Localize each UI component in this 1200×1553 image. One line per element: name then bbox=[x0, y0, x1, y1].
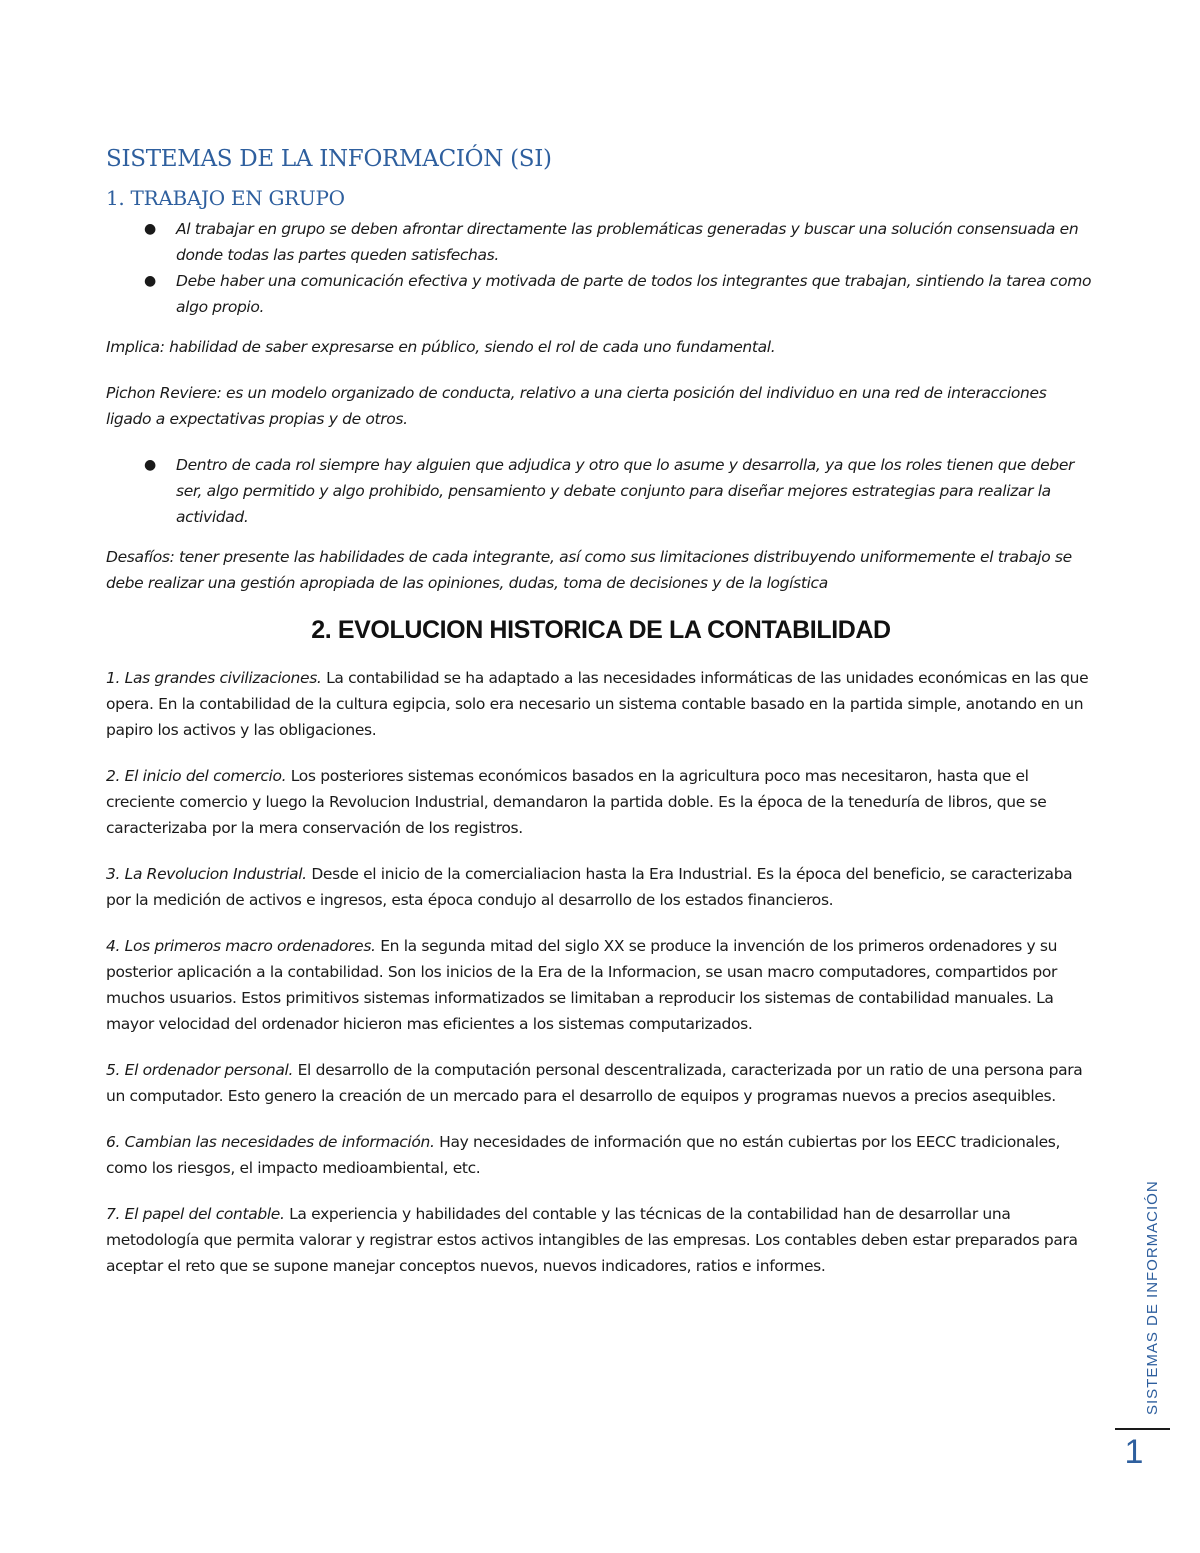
bullet-text: Dentro de cada rol siempre hay alguien que adjudica y otro que lo asume y desarrolla, ya que los roles tienen que deber ser, algo permitido y algo prohibido, pensamiento y debate conjunto para diseñar mejores estrategias para realizar la actividad. bbox=[176, 456, 1075, 526]
history-item-body: El desarrollo de la computación personal descentralizada, caracterizada por un ratio de una persona para un computador. Esto genero la creación de un mercado para el desarrollo de equipos y programas nuevos a precios asequibles. bbox=[106, 1061, 1083, 1105]
page-content bbox=[106, 146, 1096, 1299]
list-item bbox=[106, 216, 1096, 268]
implica-paragraph: Implica: habilidad de saber expresarse en público, siendo el rol de cada uno fundamental. bbox=[106, 338, 776, 356]
history-item bbox=[106, 1129, 1096, 1181]
history-item-body: En la segunda mitad del siglo XX se produce la invención de los primeros ordenadores y su posterior aplicación a la contabilidad. Son los inicios de la Era de la Informacion, se usan macro computadores, compartidos por muchos usuarios. Estos primitivos sistemas informatizados se limitaban a reproducir los sistemas de contabilidad manuales. La mayor velocidad del ordenador hicieron mas eficientes a los sistemas computarizados. bbox=[106, 937, 1058, 1033]
history-item bbox=[106, 665, 1096, 743]
history-item-lead: 7. El papel del contable. bbox=[106, 1205, 285, 1223]
history-item bbox=[106, 861, 1096, 913]
list-item bbox=[106, 268, 1096, 320]
history-item-lead: 5. El ordenador personal. bbox=[106, 1061, 294, 1079]
history-item bbox=[106, 763, 1096, 841]
history-item-lead: 4. Los primeros macro ordenadores. bbox=[106, 937, 376, 955]
document-title: SISTEMAS DE LA INFORMACIÓN (SI) bbox=[106, 146, 552, 172]
history-item bbox=[106, 933, 1096, 1037]
section1-heading: 1. TRABAJO EN GRUPO bbox=[106, 186, 345, 210]
pichon-paragraph: Pichon Reviere: es un modelo organizado de conducta, relativo a una cierta posición del individuo en una red de interacciones ligado a expectativas propias y de otros. bbox=[106, 384, 1047, 428]
history-item-body: Desde el inicio de la comercialiacion hasta la Era Industrial. Es la época del beneficio, se caracterizaba por la medición de activos e ingresos, esta época condujo al desarrollo de los estados financieros. bbox=[106, 865, 1073, 909]
history-item-body: La contabilidad se ha adaptado a las necesidades informáticas de las unidades económicas en las que opera. En la contabilidad de la cultura egipcia, solo era necesario un sistema contable basado en la partida simple, anotando en un papiro los activos y las obligaciones. bbox=[106, 669, 1089, 739]
history-item-body: Los posteriores sistemas económicos basados en la agricultura poco mas necesitaron, hasta que el creciente comercio y luego la Revolucion Industrial, demandaron la partida doble. Es la época de la teneduría de libros, que se caracterizaba por la mera conservación de los registros. bbox=[106, 767, 1047, 837]
bullet-icon: ● bbox=[144, 457, 156, 473]
history-list bbox=[106, 665, 1096, 1279]
history-item-lead: 6. Cambian las necesidades de información. bbox=[106, 1133, 435, 1151]
history-item bbox=[106, 1057, 1096, 1109]
page-number: 1 bbox=[1124, 1433, 1144, 1471]
sidebar-divider bbox=[1115, 1428, 1170, 1430]
history-item-lead: 1. Las grandes civilizaciones. bbox=[106, 669, 322, 687]
section1-bullet-list-2 bbox=[106, 452, 1096, 530]
list-item bbox=[106, 452, 1096, 530]
history-item-lead: 3. La Revolucion Industrial. bbox=[106, 865, 307, 883]
bullet-text: Al trabajar en grupo se deben afrontar directamente las problemáticas generadas y buscar una solución consensuada en donde todas las partes queden satisfechas. bbox=[176, 220, 1079, 264]
desafios-paragraph: Desafíos: tener presente las habilidades de cada integrante, así como sus limitaciones distribuyendo uniformemente el trabajo se debe realizar una gestión apropiada de las opiniones, dudas, toma de decisiones y de la logística bbox=[106, 548, 1072, 592]
history-item bbox=[106, 1201, 1096, 1279]
section1-bullet-list bbox=[106, 216, 1096, 320]
bullet-icon: ● bbox=[144, 273, 156, 289]
history-item-body: Hay necesidades de información que no están cubiertas por los EECC tradicionales, como los riesgos, el impacto medioambiental, etc. bbox=[106, 1133, 1061, 1177]
history-item-lead: 2. El inicio del comercio. bbox=[106, 767, 287, 785]
history-item-body: La experiencia y habilidades del contable y las técnicas de la contabilidad han de desarrollar una metodología que permita valorar y registrar estos activos intangibles de las empresas. Los contables deben estar preparados para aceptar el reto que se supone manejar conceptos nuevos, nuevos indicadores, ratios e informes. bbox=[106, 1205, 1078, 1275]
bullet-icon: ● bbox=[144, 221, 156, 237]
bullet-text: Debe haber una comunicación efectiva y motivada de parte de todos los integrantes que trabajan, sintiendo la tarea como algo propio. bbox=[176, 272, 1092, 316]
section2-heading: 2. EVOLUCION HISTORICA DE LA CONTABILIDAD bbox=[311, 616, 891, 644]
sidebar-running-label: SISTEMAS DE INFORMACIÓN bbox=[1144, 1180, 1161, 1415]
